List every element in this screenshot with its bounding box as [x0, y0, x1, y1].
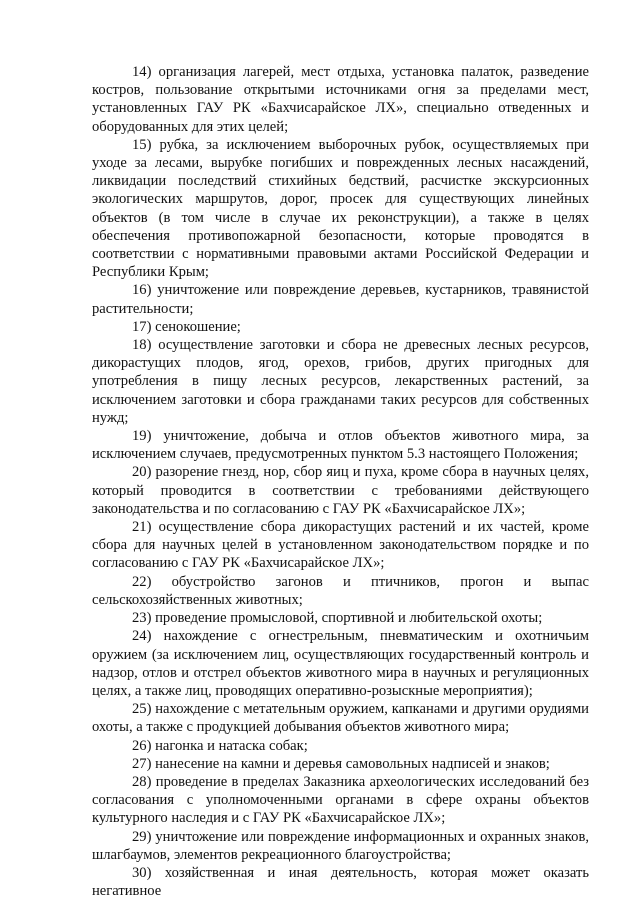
paragraph-item-29: 29) уничтожение или повреждение информационных и охранных знаков, шлагбаумов, элементов рекреационного благоустройства; — [92, 828, 589, 863]
paragraph-item-21: 21) осуществление сбора дикорастущих растений и их частей, кроме сбора для научных целей в установленном законодательством порядке и по согласованию с ГАУ РК «Бахчисарайское ЛХ»; — [92, 519, 589, 572]
paragraph-item-26: 26) нагонка и натаска собак; — [132, 737, 308, 754]
paragraph-item-28: 28) проведение в пределах Заказника археологических исследований без согласования с уполномоченными органами в сфере охраны объектов культурного наследия и с ГАУ РК «Бахчисарайское ЛХ»; — [92, 773, 589, 827]
paragraph-item-23: 23) проведение промысловой, спортивной и любительской охоты; — [132, 610, 543, 627]
paragraph-item-16: 16) уничтожение или повреждение деревьев, кустарников, травянистой растительности; — [92, 282, 589, 317]
paragraph-item-14: 14) организация лагерей, мест отдыха, установка палаток, разведение костров, пользование открытыми источниками огня за пределами мест, установленных ГАУ РК «Бахчисарайское ЛХ», специально отведенных и оборудованных для этих целей; — [92, 64, 589, 135]
paragraph-item-17: 17) сенокошение; — [132, 318, 241, 335]
paragraph-item-18: 18) осуществление заготовки и сбора не древесных лесных ресурсов, дикорастущих плодов, ягод, орехов, грибов, других пригодных для употребления в пищу лесных ресурсов, лекарственных растений, за исключением заготовки и сбора гражданами таких ресурсов для собственных нужд; — [92, 337, 589, 426]
paragraph-item-24: 24) нахождение с огнестрельным, пневматическим и охотничьим оружием (за исключением лиц, осуществляющих государственный контроль и надзор, отлов и отстрел объектов животного мира в научных и регуляционных целях, а также лиц, проводящих оперативно-розыскные мероприятия); — [92, 628, 589, 699]
paragraph-item-22: 22) обустройство загонов и птичников, прогон и выпас сельскохозяйственных животных; — [92, 573, 589, 608]
document-body — [92, 63, 589, 900]
paragraph-item-19: 19) уничтожение, добыча и отлов объектов животного мира, за исключением случаев, предусмотренных пунктом 5.3 настоящего Положения; — [92, 428, 589, 463]
paragraph-item-30: 30) хозяйственная и иная деятельность, которая может оказать негативное — [92, 864, 589, 900]
paragraph-item-27: 27) нанесение на камни и деревья самовольных надписей и знаков; — [132, 755, 550, 772]
paragraph-item-25: 25) нахождение с метательным оружием, капканами и другими орудиями охоты, а также с продукцией добывания объектов животного мира; — [92, 701, 589, 736]
paragraph-item-20: 20) разорение гнезд, нор, сбор яиц и пуха, кроме сбора в научных целях, который проводится в соответствии с требованиями действующего законодательства и по согласованию с ГАУ РК «Бахчисарайское ЛХ»; — [92, 464, 589, 517]
paragraph-item-15: 15) рубка, за исключением выборочных рубок, осуществляемых при уходе за лесами, вырубке погибших и поврежденных лесных насаждений, ликвидации последствий стихийных бедствий, расчистке экскурсионных экологических маршрутов, дорог, просек для существующих линейных объектов (в том числе в случае их реконструкции), а также в целях обеспечения противопожарной безопасности, которые проводятся в соответствии с нормативными правовыми актами Российской Федерации и Республики Крым; — [92, 136, 589, 281]
